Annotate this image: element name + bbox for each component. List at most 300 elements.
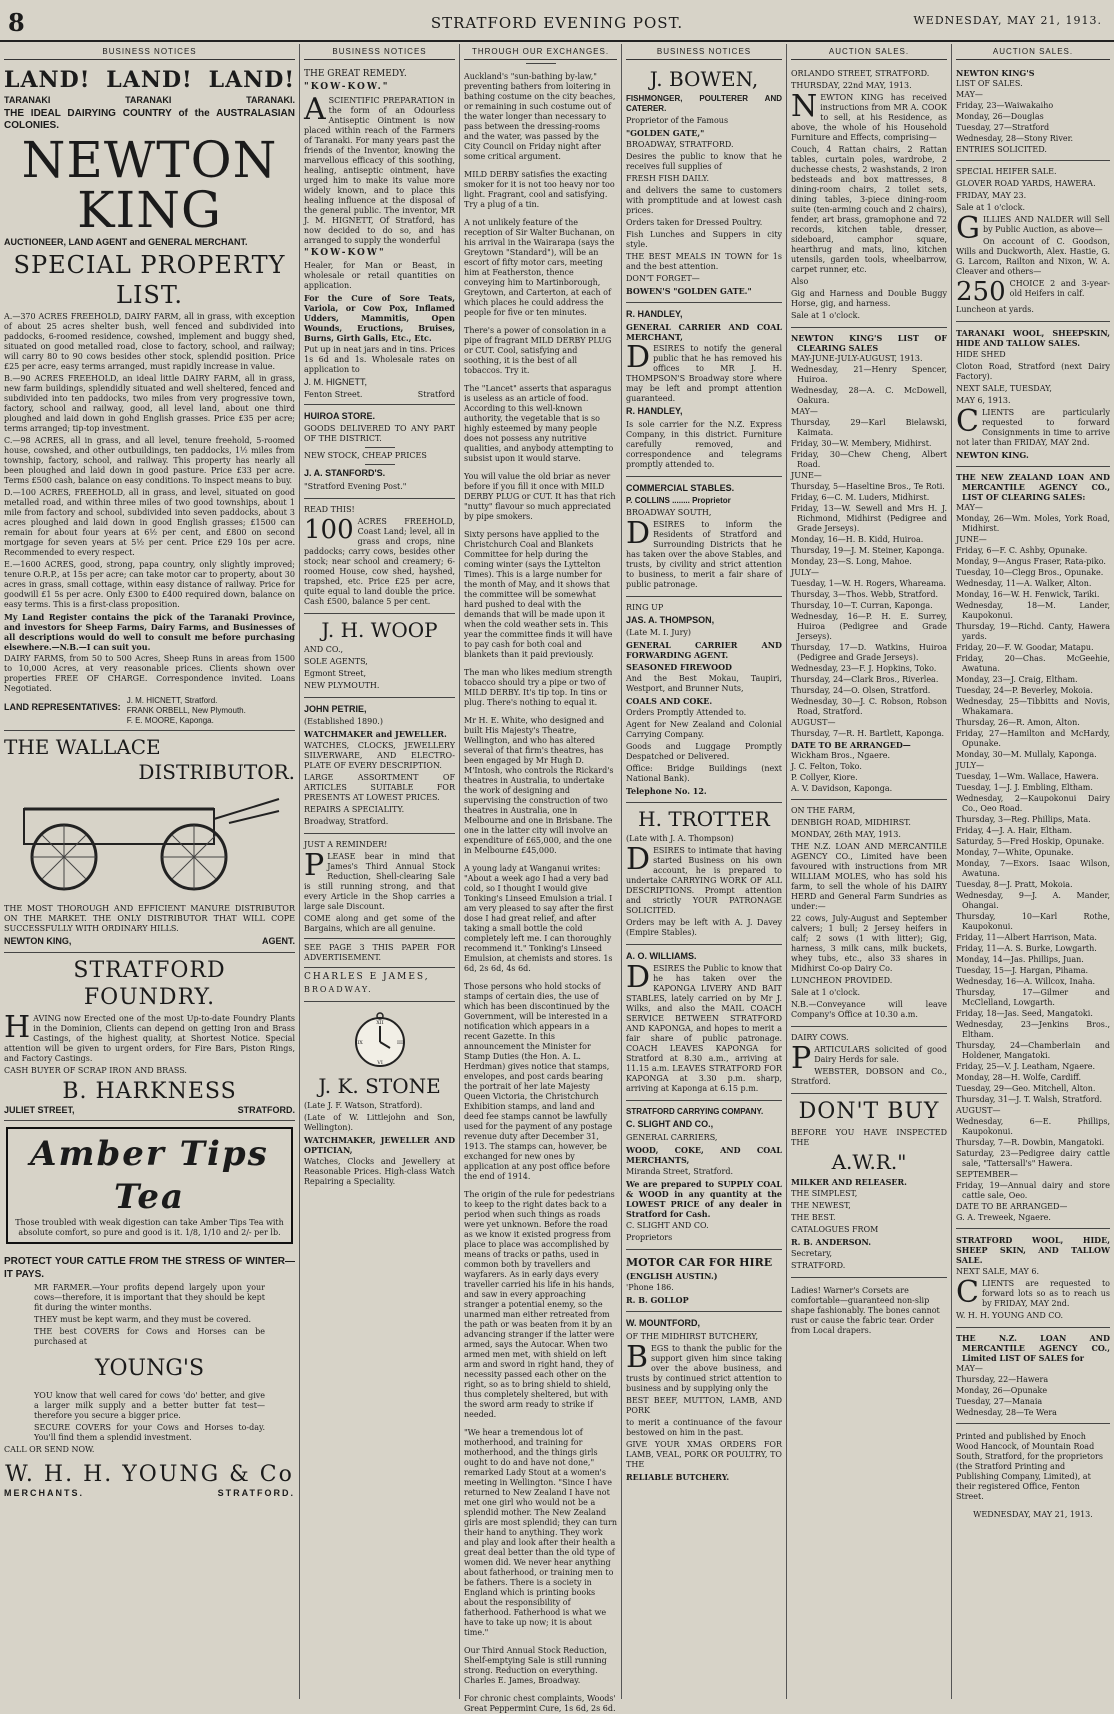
slight-prop: Proprietors — [626, 1232, 673, 1242]
newton-king-land-ad — [4, 63, 295, 731]
nzloan-title: THE NEW ZEALAND LOAN AND MERCANTILE AGENCY CO., LIST OF CLEARING SALES: — [956, 472, 1110, 502]
newest: THE NEWEST, — [791, 1200, 851, 1210]
fish-lunches: Fish Lunches and Suppers in city style. — [626, 230, 782, 249]
strat-wool: STRATFORD WOOL, HIDE, SHEEP SKIN, AND TALLOW SALE. — [956, 1235, 1110, 1265]
stone-ad — [304, 1002, 455, 1193]
may-sale-1: Friday, 23—Waiwakaiho — [956, 101, 1054, 110]
article-15: For chronic chest complaints, Woods' Great Peppermint Cure, 1s 6d, 2s 6d. — [464, 1694, 616, 1713]
nzloan-clearing-sale-23: Thursday, 3—Reg. Phillips, Mata. — [956, 815, 1091, 824]
nzloan-clearing-sale-22: Wednesday, 2—Kaupokonui Dairy Co., Oeo Road. — [956, 794, 1110, 813]
kowkow-title-2: "KOW-KOW" — [304, 247, 386, 258]
stone-watchmaker: WATCHMAKER, JEWELLER AND OPTICIAN, — [304, 1135, 455, 1155]
warner-corsets: Ladies! Warner's Corsets are comfortable—guaranteed non-slip shape fashionably. The bones cannot rust or cause the fabric tear. Order from Local drapers. — [791, 1285, 940, 1335]
dairy-cows-ad — [791, 1027, 947, 1094]
petrie-watchmaker: WATCHMAKER and JEWELLER. — [304, 728, 447, 739]
article-13: "We hear a tremendous lot of motherhood, and training for motherhood, and the things girls ought to do and have not done," remarked Lady Stout at a women's meeting in Wellington. "Since I have returned to New Zealand I have not met one girl who would not be a splendid mother. The New Zealand girls are most splendid; they can turn their hand to anything. They work and play and look after their health a great deal better than the old type of women did. We never hear anything about fatherhood, or training men to be fathers. There is a society in England which is printing books about the responsibility of fatherhood. Fatherhood is what we have to take up now; it is about time." — [464, 1428, 618, 1637]
next-sale-2: NEXT SALE, MAY 6. — [956, 1267, 1040, 1276]
amber-tips-tagline: Those troubled with weak digestion can take Amber Tips Tea with absolute comfort, so pure and good is it. 1/8, 1/10 and 2/- per lb. — [15, 1218, 284, 1238]
thompson-late: (Late M. I. Jury) — [626, 628, 692, 637]
land-1: LAND! — [4, 67, 91, 93]
reps-label: LAND REPRESENTATIVES: — [4, 702, 121, 712]
awr-name: A.W.R." — [831, 1149, 907, 1174]
nk-clearing-sale-16: Thursday, 3—Thos. Webb, Stratford. — [791, 590, 938, 599]
catalogues-from: CATALOGUES FROM — [791, 1224, 879, 1234]
commercial-stables-ad — [626, 477, 782, 597]
nk-clearing-sale-19: Thursday, 17—D. Watkins, Huiroa (Pedigree and Grade Jerseys). — [791, 643, 947, 662]
handley-ad — [626, 303, 782, 477]
entries-solicited: ENTRIES SOLICITED. — [956, 145, 1047, 154]
slight-text: We are prepared to SUPPLY COAL & WOOD in any quantity at the LOWEST PRICE of any dealer in Stratford for Cash. — [626, 1178, 782, 1219]
reminder-title: JUST A REMINDER! — [304, 839, 388, 849]
nzloan-clearing-sale-49: Friday, 19—Annual dairy and store cattle sale, Oeo. — [956, 1181, 1110, 1200]
nzloan-clearing-sale-35: Wednesday, 16—A. Willcox, Inaha. — [956, 977, 1096, 986]
mountford-text: BEGS to thank the public for the support given him since taking over the above business, and trusts by continued strict attention to business and by supplying only the — [626, 1339, 782, 1393]
orders-poultry: Orders taken for Dressed Poultry. — [626, 218, 763, 227]
nzloan-clearing-sale-47: Saturday, 23—Pedigree dairy cattle sale, "Tattersall's" Hawera. — [956, 1149, 1110, 1168]
nk-clearing-sale-13: Monday, 23—S. Long, Mahoe. — [791, 557, 912, 566]
furniture-items: Couch, 4 Rattan chairs, 2 Rattan tables, curtain poles, wardrobe, 2 duchesse chests, 2 washstands, 2 iron bedsteads and box mattresses, 8 dining-room chairs, 2 toilet sets, dining tables, 3-piece dining-room suite (ten-arming couch and 2 chairs), fender, art brass, gramophone and 72 records, kitchen table, dresser, sideboard, camphor square, hearthrug and mats, lino, kitchen utensils, garden tools, wheelbarrow, carpet runner, etc. — [791, 145, 947, 274]
article-1: Auckland's "sun-bathing by-law," preventing bathers from loitering in bathing costume on the city beaches, or remaining in such costume out of the water longer than necessary to pass between the dressing-rooms and the water, was passed by the City Council on Friday night after some critical argument. — [464, 72, 616, 161]
heifer-sale-ad — [956, 161, 1110, 322]
charles-james: CHARLES E JAMES, — [304, 971, 430, 982]
nzloan-clearing-sale-8: Monday, 16—W. H. Fenwick, Tariki. — [956, 590, 1100, 599]
nk-clearing-sale-11: Monday, 16—H. B. Kidd, Huiroa. — [791, 535, 924, 544]
nzloan-clearing-sale-43: Thursday, 31—J. T. Walsh, Stratford. — [956, 1095, 1103, 1104]
nk-received: NEWTON KING has received instructions from MR A. COOK to sell, at his Residence, as above, the whole of his Household Furniture and Effects, comprising— — [791, 89, 947, 142]
nzloan-clearing-sale-44: AUGUST— — [956, 1106, 1001, 1115]
dairy-cows: DAIRY COWS. — [791, 1033, 849, 1042]
on-the-farm: ON THE FARM, — [791, 806, 856, 815]
whh-town: STRATFORD. — [217, 1488, 295, 1499]
rep-3: F. E. MOORE, Kaponga. — [126, 716, 214, 725]
nzloan-clearing-sale-2: Monday, 26—Wm. Moles, York Road, Midhirst. — [956, 514, 1110, 533]
gig-harness: Gig and Harness and Double Buggy Horse, gig, and harness. — [791, 289, 947, 308]
sole-agents: SOLE AGENTS, — [304, 656, 368, 666]
acres-text: ACRES FREEHOLD, Coast Land; level, all in grass and crops, nine paddocks; carry cows, besides other stock; near school and creamery; 6-roomed House, cow shed, hayshed, trapshed, etc. Price £25 per acre, quite equal to land double the price. Cash £500, balance 5 per cent. — [304, 516, 455, 606]
column-4 — [622, 44, 787, 1699]
fresh-fish: FRESH FISH DAILY. — [626, 174, 710, 183]
article-5: The "Lancet" asserts that asparagus is useless as an article of food. According to this well-known authority, the vegetable that is so highly esteemed by many people does not possess any nutritive qualities, and anybody attempting to subsist upon it would starve. — [464, 384, 614, 463]
nzloan-clearing-sale-39: Thursday, 24—Chamberlain and Holdener, Mangatoki. — [956, 1041, 1110, 1060]
before-inspected: BEFORE YOU HAVE INSPECTED THE — [791, 1127, 947, 1147]
best-covers: THE best COVERS for Cows and Horses can be purchased at — [34, 1327, 265, 1347]
bowen-sub: FISHMONGER, POULTERER AND CATERER. — [626, 94, 782, 113]
trotter-name: H. TROTTER — [638, 807, 770, 831]
article-7: Sixty persons have applied to the Christchurch Coal and Blankets Committee for help during the coming winter (says the Lyttelton Times). This is a large number for the month of May, and it shows that the committee will be somewhat hard pushed to deal with the demands that will be made upon it when the cold weather sets in. This year the committee finds it will have to pay cash for both coal and blankets than it paid previously. — [464, 530, 613, 659]
motor-car: MOTOR CAR FOR HIRE — [626, 1255, 773, 1269]
secretary: Secretary, — [791, 1248, 833, 1258]
trotter-late: (Late with J. A. Thompson) — [626, 834, 734, 843]
petrie-repairs: REPAIRS A SPECIALITY. — [304, 804, 405, 814]
slight-sign: C. SLIGHT AND CO. — [626, 1220, 709, 1230]
may2-sale-4: Wednesday, 28—Te Wera — [956, 1408, 1057, 1417]
article-6: You will value the old briar as never before if you fill it once with MILD DERBY PLUG or CUT. It has that rich "nutty" flavour so much appreciated by pipe smokers. — [464, 472, 616, 521]
nzloan-clearing-sale-6: Tuesday, 10—Clegg Bros., Opunake. — [956, 568, 1104, 577]
foundry-title: STRATFORD FOUNDRY. — [73, 957, 226, 1010]
golden-gate: "GOLDEN GATE," — [626, 128, 705, 138]
petrie-name: JOHN PETRIE, — [304, 703, 367, 714]
paper-name: STRATFORD EVENING POST. — [430, 14, 684, 32]
nzloan-clearing-sale-45: Wednesday, 6—E. Phillips, Kaupokonui. — [956, 1117, 1110, 1136]
nk-clearing-sale-3: MAY— — [791, 407, 818, 416]
sale-time-2: Sale at 1 o'clock. — [791, 988, 860, 997]
nzloan2-title: THE N.Z. LOAN AND MERCANTILE AGENCY CO., Limited LIST OF SALES for — [956, 1333, 1110, 1363]
nk-clearing-sale-20: Wednesday, 23—F. J. Hopkins, Toko. — [791, 664, 937, 673]
column-1 — [0, 44, 300, 1699]
nzloan-clearing-sale-33: Monday, 14—Jas. Phillips, Juan. — [956, 955, 1084, 964]
wallace-distributor-ad — [4, 731, 295, 953]
nk-clearing-sales — [791, 328, 947, 800]
thompson-ad — [626, 597, 782, 803]
call-send: CALL OR SEND NOW. — [4, 1444, 95, 1454]
ideal-heading: THE IDEAL DAIRYING COUNTRY of the AUSTRALASIAN COLONIES. — [4, 107, 295, 132]
mokau-coal: And the Best Mokau, Taupiri, Westport, and Brunner Nuts, — [626, 674, 782, 693]
stone-late2: (Late of W. Littlejohn and Son, Wellington). — [304, 1113, 455, 1132]
nzloan-clearing-sale-3: JUNE— — [956, 535, 987, 544]
nk-clearing-sale-24: AUGUST— — [791, 718, 836, 727]
nz-agent: Agent for New Zealand and Colonial Carrying Company. — [626, 720, 782, 739]
nk-clearing-sale-4: Thursday, 29—Karl Bielawski, Kaimata. — [791, 418, 947, 437]
mountford-sub: OF THE MIDHIRST BUTCHERY, — [626, 1331, 759, 1341]
youngs-covers-ad — [4, 1250, 295, 1503]
cows-list: 22 cows, July-August and September calvers; 1 bull; 2 Jersey heifers in calf; 2 sows (1 with litter); Gig, harness, 3 milk cans, milk buckets, whey tubs, etc., also 33 shares in Midhirst Co-op Dairy Co. — [791, 914, 947, 973]
svg-text:IX: IX — [356, 1040, 363, 1046]
mountford-ad — [626, 1312, 782, 1487]
may2-label: MAY— — [956, 1364, 983, 1373]
article-10: A young lady at Wanganui writes: "About a week ago I had a very bad cold, so I thought I would give Tonking's Linseed Emulsion a trial. I am very pleased to say after the first dose I had great relief, and after taking a small bottle the cold completely left me. I can thoroughly recommend it." Tonking's Linseed Emulsion, at chemists and stores. 1s 6d, 2s 6d, 4s 6d. — [464, 864, 614, 973]
may2-sale-2: Monday, 26—Opunake — [956, 1386, 1048, 1395]
trotter-orders: Orders may be left with A. J. Davey (Empire Stables). — [626, 918, 782, 937]
stratford-wool-ad — [956, 1229, 1110, 1328]
nzloan-clearing-sale-29: Wednesday, 9—J. A. Mander, Ohangai. — [956, 891, 1110, 910]
choice-heifers: CHOICE 2 and 3-year-old Heifers in calf. — [1009, 279, 1110, 298]
hide-shed: HIDE SHED — [956, 350, 1006, 359]
may-label: MAY— — [956, 90, 983, 99]
telephone: Telephone No. 12. — [626, 786, 707, 796]
nk-clearing-sale-14: JULY— — [791, 568, 820, 577]
article-3: A not unlikely feature of the reception of Sir Walter Buchanan, on his arrival in the Wairarapa (says the Greytown "Standard"), will be an escort of fifty motor cars, meeting him at Featherston, thence conveying him to Martinborough, Greytown, and Carterton, at each of which places he could address the people for five or ten minutes. — [464, 218, 615, 317]
special-list-title: SPECIAL PROPERTY LIST. — [13, 251, 286, 309]
carrying-company: STRATFORD CARRYING COMPANY. — [626, 1107, 764, 1117]
property-d: D.—100 ACRES, FREEHOLD, all in grass, and level, situated on good metalled road, and within three miles of two good townships, about 1 mile from factory and school, subdivided into seven paddocks, about 3 acres ploughed and laid down in good English grasses; £1500 can remain for about four years at 6½ per cent, and £800 on second mortgage for seven years at 5½ per cent. Price £29 10s per acre. Recommended to every respect. — [4, 488, 295, 557]
goods-luggage: Goods and Luggage Promptly Despatched or Delivered. — [626, 742, 782, 761]
dont-buy: DON'T BUY — [798, 1099, 940, 1124]
moles-herd-sale — [791, 800, 947, 1027]
account-of: On account of C. Goodson, Wills and Duckworth, Alex. Hastie, G. G. Larcom, Railton and Nixon, W. A. Cleaver and others— — [956, 237, 1110, 276]
stone-late: (Late J. F. Watson, Stratford). — [304, 1101, 423, 1110]
nzloan-clearing-sale-36: Thursday, 17—Gilmer and McClelland, Lowgarth. — [956, 988, 1110, 1007]
anderson-name: R. B. ANDERSON. — [791, 1236, 872, 1247]
glover-road: GLOVER ROAD YARDS, HAWERA. — [956, 179, 1096, 188]
printed-by: Printed and published by Enoch Wood Hancock, of Mountain Road South, Stratford, for the proprietors (the Stratford Printing and Publishing Company, Limited), at their registered Office, Fenton Street. — [956, 1432, 1103, 1501]
handley-sub: GENERAL CARRIER AND COAL MERCHANT, — [626, 322, 782, 343]
column-5 — [787, 44, 952, 1699]
may-aug: MAY-JUNE-JULY-AUGUST, 1913. — [791, 354, 923, 363]
thompson-office: Office: Bridge Buildings (next National Bank). — [626, 764, 782, 783]
luncheon-yards: Luncheon at yards. — [956, 305, 1034, 314]
next-sale: NEXT SALE, TUESDAY, — [956, 384, 1052, 393]
williams-text: DESIRES the Public to know that he has taken over the KAPONGA LIVERY AND BAIT STABLES, lately carried on by Mr J. Wilks, and also the MAIL COACH SERVICE BETWEEN STRATFORD AND KAPONGA, and hopes to merit a fair share of public patronage. COACH LEAVES KAPONGA for Stratford at 8.30 a.m., arriving at 11.15 a.m. LEAVES STRATFORD FOR KAPONGA at 3.30 p.m. sharp, arriving at Kaponga at 6.15 p.m. — [626, 960, 783, 1094]
farmer-text: MR FARMER.—Your profits depend largely upon your cows—therefore, it is important that they should be kept fit during the winter months. — [34, 1283, 265, 1313]
conveyance: N.B.—Conveyance will leave Company's Office at 10.30 a.m. — [791, 1000, 947, 1019]
hignett-street: Fenton Street. — [304, 390, 363, 399]
petrie-broadway: Broadway, Stratford. — [304, 816, 389, 826]
ring-up: RING UP — [626, 602, 664, 612]
column-header: BUSINESS NOTICES — [626, 44, 782, 60]
motor-phone: 'Phone 186. — [626, 1283, 674, 1293]
slight-name: C. SLIGHT AND CO., — [626, 1119, 714, 1130]
youngs-title: YOUNG'S — [94, 1356, 205, 1382]
simplest: THE SIMPLEST, — [791, 1188, 858, 1198]
kowkow-healer: Healer, for Man or Beast, in wholesale or retail quantities on application. — [304, 260, 455, 290]
nzloan-clearing-sale-50: DATE TO BE ARRANGED— — [956, 1202, 1068, 1211]
footer-date: WEDNESDAY, MAY 21, 1913. — [973, 1510, 1093, 1519]
article-11: Those persons who hold stocks of stamps of certain dies, the use of which has been discontinued by the Government, will be interested in a notification which appears in a recent Gazette. In this announcement the Minister for Stamp Duties (the Hon. A. L. Herdman) gives notice that stamps, envelopes, and post cards bearing the portrait of her late Majesty Queen Victoria, the Christchurch Exhibition stamps, and land and deed fee stamps cannot be lawfully used for the payment of any postage revenue duty after December 31, 1913. The stamps can, however, be exchanged for new ones by application at any post office before the end of 1914. — [464, 982, 613, 1181]
orders-attended: Orders Promptly Attended to. — [626, 708, 747, 717]
nzloan-clearing-sale-38: Wednesday, 23—Jenkins Bros., Eltham. — [956, 1020, 1110, 1039]
also: Also — [791, 277, 809, 286]
kowkow-cure: For the Cure of Sore Teats, Variola, or Cow Pox, Inflamed Udders, Mammitis, Open Wounds, Eructions, Bruises, Burns, Girth Galls, Etc., Etc. — [304, 292, 455, 343]
nzloan-clearing-sale-24: Friday, 4—J. A. Hair, Eltham. — [956, 826, 1072, 835]
milker-releaser: MILKER AND RELEASER. — [791, 1176, 907, 1187]
seasoned-firewood: SEASONED FIREWOOD — [626, 662, 732, 672]
awr-stratford: STRATFORD. — [791, 1260, 846, 1270]
column-header: BUSINESS NOTICES — [304, 44, 455, 60]
nzloan-clearing-sale-51: G. A. Treweek, Ngaere. — [956, 1213, 1051, 1222]
nk-list-of-sales — [956, 63, 1110, 161]
heifer-sale-time: Sale at 1 o'clock. — [956, 203, 1025, 212]
cloton-road: Cloton Road, Stratford (next Dairy Factory). — [956, 362, 1110, 381]
the-best: THE BEST. — [791, 1212, 836, 1222]
sale-thursday: THURSDAY, 22nd MAY, 1913. — [791, 81, 912, 90]
nzloan-clearing-sale-15: Wednesday, 25—Tibbitts and Novis, Whakamara. — [956, 697, 1110, 716]
may2-sale-3: Tuesday, 27—Manaia — [956, 1397, 1043, 1406]
new-stock: NEW STOCK, CHEAP PRICES — [304, 451, 427, 461]
nzloan-clearing-sale-7: Wednesday, 11—A. Walker, Alton. — [956, 579, 1092, 588]
petrie-ad — [304, 698, 455, 834]
kowkow-price: Put up in neat jars and in tins. Prices 1s 6d and 1s. Wholesale rates on application to — [304, 344, 455, 374]
wallace-title: THE WALLACE — [4, 735, 161, 759]
handley-name: R. HANDLEY, — [626, 309, 683, 319]
heifer-title: SPECIAL HEIFER SALE. — [956, 167, 1057, 176]
nzloan-clearing-sale-31: Friday, 11—Albert Harrison, Mata. — [956, 933, 1097, 942]
masthead — [0, 0, 1114, 42]
distributor-illustration — [4, 789, 284, 894]
charles-broadway: BROADWAY. — [304, 985, 373, 994]
motor-car-ad — [626, 1250, 782, 1313]
amber-tips-ad — [6, 1127, 293, 1244]
taranaki-wool: TARANAKI WOOL, SHEEPSKIN, HIDE AND TALLOW SALES. — [956, 328, 1110, 348]
read-this-ad — [304, 499, 455, 614]
mountford-name: W. MOUNTFORD, — [626, 1318, 700, 1329]
may-sale-3: Tuesday, 27—Stratford — [956, 123, 1050, 132]
kowkow-title: "KOW-KOW." — [304, 82, 390, 93]
nzloan-clearing-sale-41: Monday, 28—H. Wolfe, Cardiff. — [956, 1073, 1082, 1082]
see-page: SEE PAGE 3 THIS PAPER FOR ADVERTISEMENT. — [304, 942, 455, 962]
bowen-ad — [626, 63, 782, 303]
read-this: READ THIS! — [304, 504, 355, 514]
whh-young-name: W. H. H. YOUNG & Co — [5, 1461, 294, 1487]
svg-text:VI: VI — [376, 1060, 383, 1066]
nzloan-clearing-sale-18: Monday, 30—M. Mullaly, Kaponga. — [956, 750, 1097, 759]
stratford-foundry-ad — [4, 953, 295, 1122]
may-6: MAY 6, 1913. — [956, 396, 1011, 405]
reminder-please: PLEASE bear in mind that James's Third Annual Stock Reduction, Shell-clearing Sale is still running strong, and that every Article in the Shop carries a large sale Discount. — [304, 847, 455, 911]
wood-coke-coal: WOOD, COKE, AND COAL MERCHANTS, — [626, 1144, 782, 1165]
article-8: The man who likes medium strength tobacco should try a pipe or two of MILD DERBY. It's tip top. In tins or plug. There's nothing to equal it. — [464, 668, 613, 707]
nzloan-clearing-sale-25: Saturday, 5—Fred Hoskip, Opunake. — [956, 837, 1105, 846]
stone-name: J. K. STONE — [318, 1074, 441, 1098]
nzloan-clearing-sales — [956, 467, 1110, 1229]
broadway-south: BROADWAY SOUTH, — [626, 507, 712, 517]
woop-ad — [304, 614, 455, 698]
handley-desires: DESIRES to notify the general public that he has removed his offices to MR J. H. THOMPSON'S Broadway store where may be left and prompt attention guaranteed. — [626, 340, 782, 404]
bowens-cafe: BOWEN'S "GOLDEN GATE." — [626, 286, 752, 296]
huiroa-title: HUIROA STORE. — [304, 411, 376, 421]
nk-clearing-sale-1: Wednesday, 21—Henry Spencer, Huiroa. — [791, 365, 947, 384]
coals-coke: COALS AND COKE. — [626, 696, 713, 706]
nzloan-clearing-sale-19: JULY— — [956, 761, 985, 770]
property-c: C.—98 ACRES, all in grass, and all level, tenure freehold, 5-roomed house, cowshed, and other outbuildings, ten paddocks, 1½ miles from township, factory, school, and railway. This property has nearly all been ploughed and laid down in good pasture. Price £33 per acre. Terms £500 cash, balance on easy conditions. To inspect means to buy. — [4, 436, 295, 485]
foundry-text: HAVING now Erected one of the most Up-to-date Foundry Plants in the Dominion, Clients can depend on getting Iron and Brass Castings, of the highest quality, at Shortest Notice. Special attention will be given to urgent orders, for Fire Bars, Piston Rings, and Factory Castings. — [4, 1009, 295, 1063]
denbigh-road: DENBIGH ROAD, MIDHIRST. — [791, 818, 911, 827]
nzloan-clearing-sale-5: Monday, 9—Angus Fraser, Rata-piko. — [956, 557, 1106, 566]
nk-title: NEWTON KING'S — [956, 68, 1035, 78]
reliable-butchery: RELIABLE BUTCHERY. — [626, 1471, 730, 1482]
goods-delivered: GOODS DELIVERED TO ANY PART OF THE DISTRICT. — [304, 424, 455, 444]
bowen-delivers: and delivers the same to customers with promptitude and at lowest cash prices. — [626, 186, 782, 215]
auctioneer-line: AUCTIONEER, LAND AGENT and GENERAL MERCHANT. — [4, 236, 248, 247]
particulars: PARTICULARS solicited of good Dairy Herds for sale. — [791, 1041, 947, 1076]
cash-buyer: CASH BUYER OF SCRAP IRON AND BRASS. — [4, 1065, 187, 1075]
harkness-name: B. HARKNESS — [62, 1078, 237, 1104]
nk-clearing-sale-7: JUNE— — [791, 471, 822, 480]
nzloan-clearing-sale-20: Tuesday, 1—Wm. Wallace, Hawera. — [956, 772, 1099, 781]
merit-text: to merit a continuance of the favour bestowed on him in the past. — [626, 1417, 782, 1437]
nk-clearing-sale-23: Wednesday, 30—J. C. Robson, Robson Road, Stratford. — [791, 697, 947, 716]
hignett-town: Stratford — [417, 390, 455, 399]
nk-clearing-title: NEWTON KING'S LIST OF CLEARING SALES — [791, 333, 947, 353]
taranaki-wool-ad — [956, 322, 1110, 467]
arranged-2: J. C. Felton, Toko. — [791, 762, 862, 771]
nzloan-clearing-sale-10: Thursday, 19—Richd. Canty, Hawera yards. — [956, 622, 1110, 641]
nzloan-clearing-sale-28: Tuesday, 8—J. Pratt, Mokoia. — [956, 880, 1073, 889]
nk-clearing-sale-21: Thursday, 24—Clark Bros., Riverlea. — [791, 675, 939, 684]
issue-date: WEDNESDAY, MAY 21, 1913. — [913, 14, 1102, 27]
article-9: Mr H. E. White, who designed and built His Majesty's Theatre, Wellington, and who has altered several of that firm's theatres, has been engaged by Mr Hugh D. M'Intosh, who controls the Rickard's theatres in Australia, to undertake the work of designing and supervising the construction of two theatres in Australia, one in Melbourne and one in Brisbane. The one in the latter city will involve an expenditure of £65,000, and the one in Melbourne £45,000. — [464, 716, 614, 855]
taranaki-1: TARANAKI — [4, 94, 51, 105]
nzloan-clearing-sale-9: Wednesday, 18—M. Lander, Kaupokonui. — [956, 601, 1110, 620]
egmont-street: Egmont Street, — [304, 668, 367, 678]
property-b: B.—90 ACRES FREEHOLD, an ideal little DAIRY FARM, all in grass, new farm buildings, splendidly situated and well sheltered, fenced and subdivided into ten paddocks, two miles from very progressive town, factory, school and railway, good, all level land, about one third ploughed and laid down in gohd English grasses. Price £35 per acre; terms arranged; tip-top investment. — [4, 374, 295, 433]
williams-name: A. O. WILLIAMS. — [626, 951, 697, 961]
may2-sale-1: Thursday, 22—Hawera — [956, 1375, 1049, 1384]
distributor-text: THE MOST THOROUGH AND EFFICIENT MANURE DISTRIBUTOR ON THE MARKET. THE ONLY DISTRIBUTOR THAT WILL COPE SUCCESSFULLY WITH ORDINARY HILLS. — [4, 904, 295, 934]
land-3: LAND! — [208, 67, 295, 93]
nk-clearing-sale-2: Wednesday, 28—A. C. McDowell, Oakura. — [791, 386, 947, 405]
article-4: There's a power of consolation in a pipe of fragrant MILD DERBY PLUG or CUT. Cool, satisfying and soothing, it is the best of all tobaccos. Try it. — [464, 326, 612, 375]
best-meals: THE BEST MEALS IN TOWN for 1s and the best attention. — [626, 252, 782, 271]
post-ref: "Stratford Evening Post." — [304, 481, 407, 491]
clients-2: CLIENTS are requested to forward lots so as to reach us by FRIDAY, MAY 2nd. — [956, 1275, 1110, 1310]
nzloan-clearing-sale-30: Thursday, 10—Karl Rothe, Kaupokonui. — [956, 912, 1110, 931]
thompson-sub: GENERAL CARRIER AND FORWARDING AGENT. — [626, 640, 782, 660]
nk-clearing-sale-25: Thursday, 7—R. H. Bartlett, Kaponga. — [791, 729, 945, 738]
handley-text: Is sole carrier for the N.Z. Express Company, in this district. Furniture carefully removed, and correspondence and telegrams promptly attended to. — [626, 419, 782, 469]
whh-merchants: MERCHANTS. — [4, 1488, 84, 1499]
column-6 — [952, 44, 1114, 1699]
whyoung-sign: W. H. H. YOUNG AND CO. — [956, 1311, 1064, 1320]
handley-name-2: R. HANDLEY, — [626, 406, 683, 417]
young-text: YOU know that well cared for cows 'do' better, and give a larger milk supply and a better butter fat test—therefore you secure a bigger price. — [34, 1390, 265, 1420]
collins-name: P. COLLINS ........ Proprietor — [626, 495, 731, 505]
column-header: AUCTION SALES. — [791, 44, 947, 60]
date-arranged: DATE TO BE ARRANGED— — [791, 740, 911, 750]
dist-sign-name: NEWTON KING, — [4, 936, 72, 947]
column-2 — [300, 44, 460, 1699]
stone-items: Watches, Clocks and Jewellery at Reasonable Prices. High-class Watch Repairing a Speciality. — [304, 1157, 455, 1186]
nzloan-clearing-sale-40: Friday, 25—V. J. Leatham, Ngaere. — [956, 1062, 1096, 1071]
webster-dobson: WEBSTER, DOBSON and Co., Stratford. — [791, 1067, 947, 1086]
nk-clearing-sale-6: Friday, 30—Chew Cheng, Albert Road. — [791, 450, 947, 469]
dont-forget: DON'T FORGET— — [626, 274, 700, 283]
nzloan-clearing-sale-14: Tuesday, 24—P. Beverley, Mokoia. — [956, 686, 1093, 695]
best-beef: BEST BEEF, MUTTON, LAMB, AND PORK — [626, 1395, 782, 1415]
arranged-4: A. V. Davidson, Kaponga. — [791, 784, 893, 793]
new-plymouth: NEW PLYMOUTH. — [304, 680, 380, 690]
nzloan-clearing-sale-17: Friday, 27—Hamilton and McHardy, Opunake. — [956, 729, 1110, 748]
nzloan-clearing-sale-46: Thursday, 7—R. Dowbin, Mangatoki. — [956, 1138, 1105, 1147]
nk-clearing-sale-22: Thursday, 24—O. Olsen, Stratford. — [791, 686, 931, 695]
williams-ad — [626, 945, 782, 1101]
orlando-street: ORLANDO STREET, STRATFORD. — [791, 69, 930, 78]
trotter-ad — [626, 803, 782, 945]
land-register: My Land Register contains the pick of the Taranaki Province, and investors for Sheep Farms, Dairy Farms, and Businesses of all descriptions would do well to consult me before purchasing elsewhere.—N.B.—I can suit you. — [4, 612, 295, 652]
thompson-name: JAS. A. THOMPSON, — [626, 614, 715, 625]
taranaki-3: TARANAKI. — [246, 94, 295, 105]
acres-100: 100 — [304, 514, 354, 545]
nzloan-text: THE N.Z. LOAN AND MERCANTILE AGENCY CO., Limited have been favoured with instructions from MR WILLIAM MOLES, who has sold his farm, to sell the whole of his DAIRY HERD and General Farm Sundries as under:— — [791, 842, 947, 911]
svg-text:III: III — [396, 1040, 403, 1046]
english-austin: (ENGLISH AUSTIN.) — [626, 1271, 718, 1282]
property-a: A.—370 ACRES FREEHOLD, DAIRY FARM, all in grass, with exception of about 25 acres shelter bush, well fenced and subdivided into paddocks, 6-roomed residence, cowshed, implement and buggy shed, situated on good metalled road, close to factory, school, and railway; will carry 80 to 90 cows besides other stock, splendid position. Price £25 per acre, easy terms arranged, must rapidly increase in value. — [4, 312, 295, 371]
give-orders: GIVE YOUR XMAS ORDERS FOR LAMB, VEAL, PORK OR POULTRY, TO THE — [626, 1439, 782, 1469]
trotter-text: DESIRES to intimate that having started Business on his own account, he is prepared to undertake CARRYING WORK OF ALL DESCRIPTIONS. Prompt attention and strictly YOUR PATRONAGE SOLICITED. — [626, 842, 782, 915]
amber-tips-logo: Amber Tips Tea — [30, 1134, 269, 1217]
bowen-desires: Desires the public to know that he receives full supplies of — [626, 152, 782, 171]
nk-clearing-sale-5: Friday, 30—W. Membery, Midhirst. — [791, 439, 932, 448]
nk-sign: NEWTON KING. — [956, 450, 1029, 460]
rep-1: J. M. HICNETT, Stratford. — [126, 696, 218, 705]
nzloan-clearing-sale-11: Friday, 20—F. W. Goodar, Matapu. — [956, 643, 1094, 652]
huiroa-store-ad — [304, 405, 455, 499]
hignett-name: J. M. HIGNETT, — [304, 376, 367, 387]
nzloan-clearing-sale-48: SEPTEMBER— — [956, 1170, 1018, 1179]
nzloan-may-sales — [956, 1328, 1110, 1424]
nzloan-clearing-sale-32: Friday, 11—A. S. Burke, Lowgarth. — [956, 944, 1097, 953]
nzloan-clearing-sale-13: Monday, 23—J. Craig, Eltham. — [956, 675, 1078, 684]
kowkow-prep: ASCIENTIFIC PREPARATION in the form of an Odourless Antiseptic Ointment is now placed within reach of the Farmers of Taranaki. For many years past the friends of the Inventor, knowing the marvellous efficacy of this soothing, healing, antiseptic ointment, have urged him to make its value more widely known, and to place this healing influence at the disposal of the general public. The inventor, MR J. M. HIGNETT, Of Stratford, has now decided to do so, and has arranged to supply the wonderful — [304, 91, 455, 245]
nk-clearing-sale-10: Friday, 13—W. Sewell and Mrs H. J. Richmond, Midhirst (Pedigree and Grade Jerseys). — [791, 504, 947, 533]
clients-requested: CLIENTS are particularly requested to forward Consignments in time to arrive not later than FRIDAY, MAY 2nd. — [956, 404, 1110, 447]
nzloan-clearing-sale-16: Thursday, 26—R. Amon, Alton. — [956, 718, 1080, 727]
may-sale-2: Monday, 26—Douglas — [956, 112, 1044, 121]
nzloan-clearing-sale-1: MAY— — [956, 503, 983, 512]
newton-king-title: NEWTON KING — [21, 130, 278, 239]
article-2: MILD DERBY satisfies the exacting smoker for it is not too heavy nor too light. Fragrant, cool and satisfying. Try a plug of a tin. — [464, 170, 615, 209]
harkness-town: STRATFORD. — [237, 1105, 295, 1115]
nzloan-clearing-sale-34: Tuesday, 15—J. Hargan, Pihama. — [956, 966, 1089, 975]
